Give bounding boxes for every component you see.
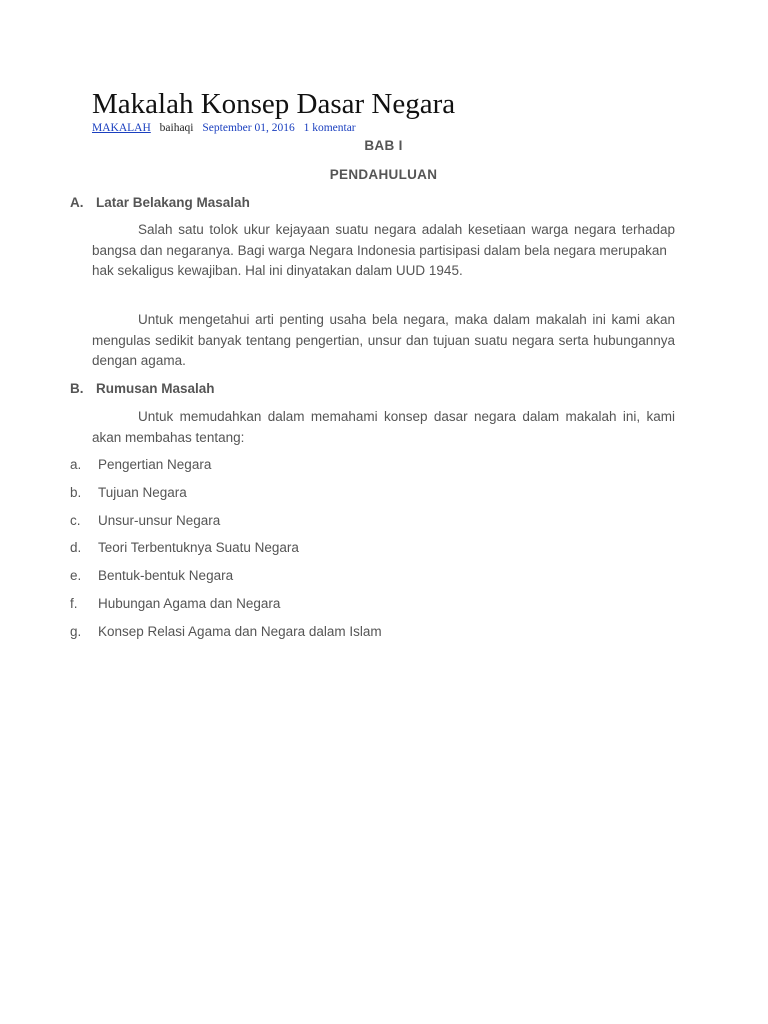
list-marker: d. (70, 540, 82, 556)
post-title: Makalah Konsep Dasar Negara (92, 88, 456, 120)
list-item-text: Tujuan Negara (98, 484, 187, 500)
section-b-heading (70, 381, 215, 396)
list-marker: b. (70, 484, 82, 500)
post-author: baihaqi (159, 122, 194, 134)
list-item (70, 483, 382, 511)
chapter-title: PENDAHULUAN (329, 167, 438, 182)
list-marker: e. (70, 568, 82, 584)
section-a-paragraph-2 (92, 310, 675, 372)
section-b-paragraph (92, 407, 675, 448)
list-item (70, 538, 382, 566)
section-b-number: B. (70, 381, 84, 396)
post-date-link[interactable]: September 01, 2016 (202, 122, 295, 134)
list-item-text: Hubungan Agama dan Negara (98, 595, 281, 611)
list-item (70, 622, 382, 650)
list-item (70, 566, 382, 594)
section-a-heading (70, 195, 250, 210)
section-a-title: Latar Belakang Masalah (96, 195, 250, 210)
section-a-number: A. (70, 195, 84, 210)
list-marker: a. (70, 457, 82, 472)
list-marker: g. (70, 623, 82, 639)
section-a-paragraph-1 (92, 220, 675, 282)
section-a-paragraph-2-text: Untuk mengetahui arti penting usaha bela negara, maka dalam makalah ini kami akan mengulas sedikit banyak tentang pengertian, unsur dan tujuan suatu negara serta hubungannya dengan agama. (92, 312, 675, 369)
list-item-text: Teori Terbentuknya Suatu Negara (98, 540, 299, 556)
section-b-paragraph-text: Untuk memudahkan dalam memahami konsep dasar negara dalam makalah ini, kami akan membahas tentang: (92, 409, 675, 445)
list-item-text: Pengertian Negara (98, 457, 212, 472)
list-item (70, 594, 382, 622)
list-item-text: Unsur-unsur Negara (98, 512, 221, 528)
section-a-paragraph-1-end: hak sekaligus kewajiban. Hal ini dinyatakan dalam UUD 1945. (92, 263, 463, 279)
post-meta (92, 121, 356, 135)
list-item-text: Konsep Relasi Agama dan Negara dalam Islam (98, 623, 382, 639)
post-label-link[interactable]: MAKALAH (92, 122, 151, 134)
list-item (70, 455, 382, 483)
section-a-paragraph-1-text: Salah satu tolok ukur kejayaan suatu negara adalah kesetiaan warga negara terhadap bangsa dan negaranya. Bagi warga Negara Indonesia partisipasi dalam bela negara merupakan (92, 222, 675, 258)
chapter-number: BAB I (364, 138, 403, 153)
list-marker: f. (70, 595, 78, 611)
problem-list (70, 455, 382, 650)
section-b-title: Rumusan Masalah (96, 381, 215, 396)
list-item-text: Bentuk-bentuk Negara (98, 568, 234, 584)
list-item (70, 511, 382, 539)
list-marker: c. (70, 512, 81, 528)
post-comments-link[interactable]: 1 komentar (303, 122, 356, 134)
